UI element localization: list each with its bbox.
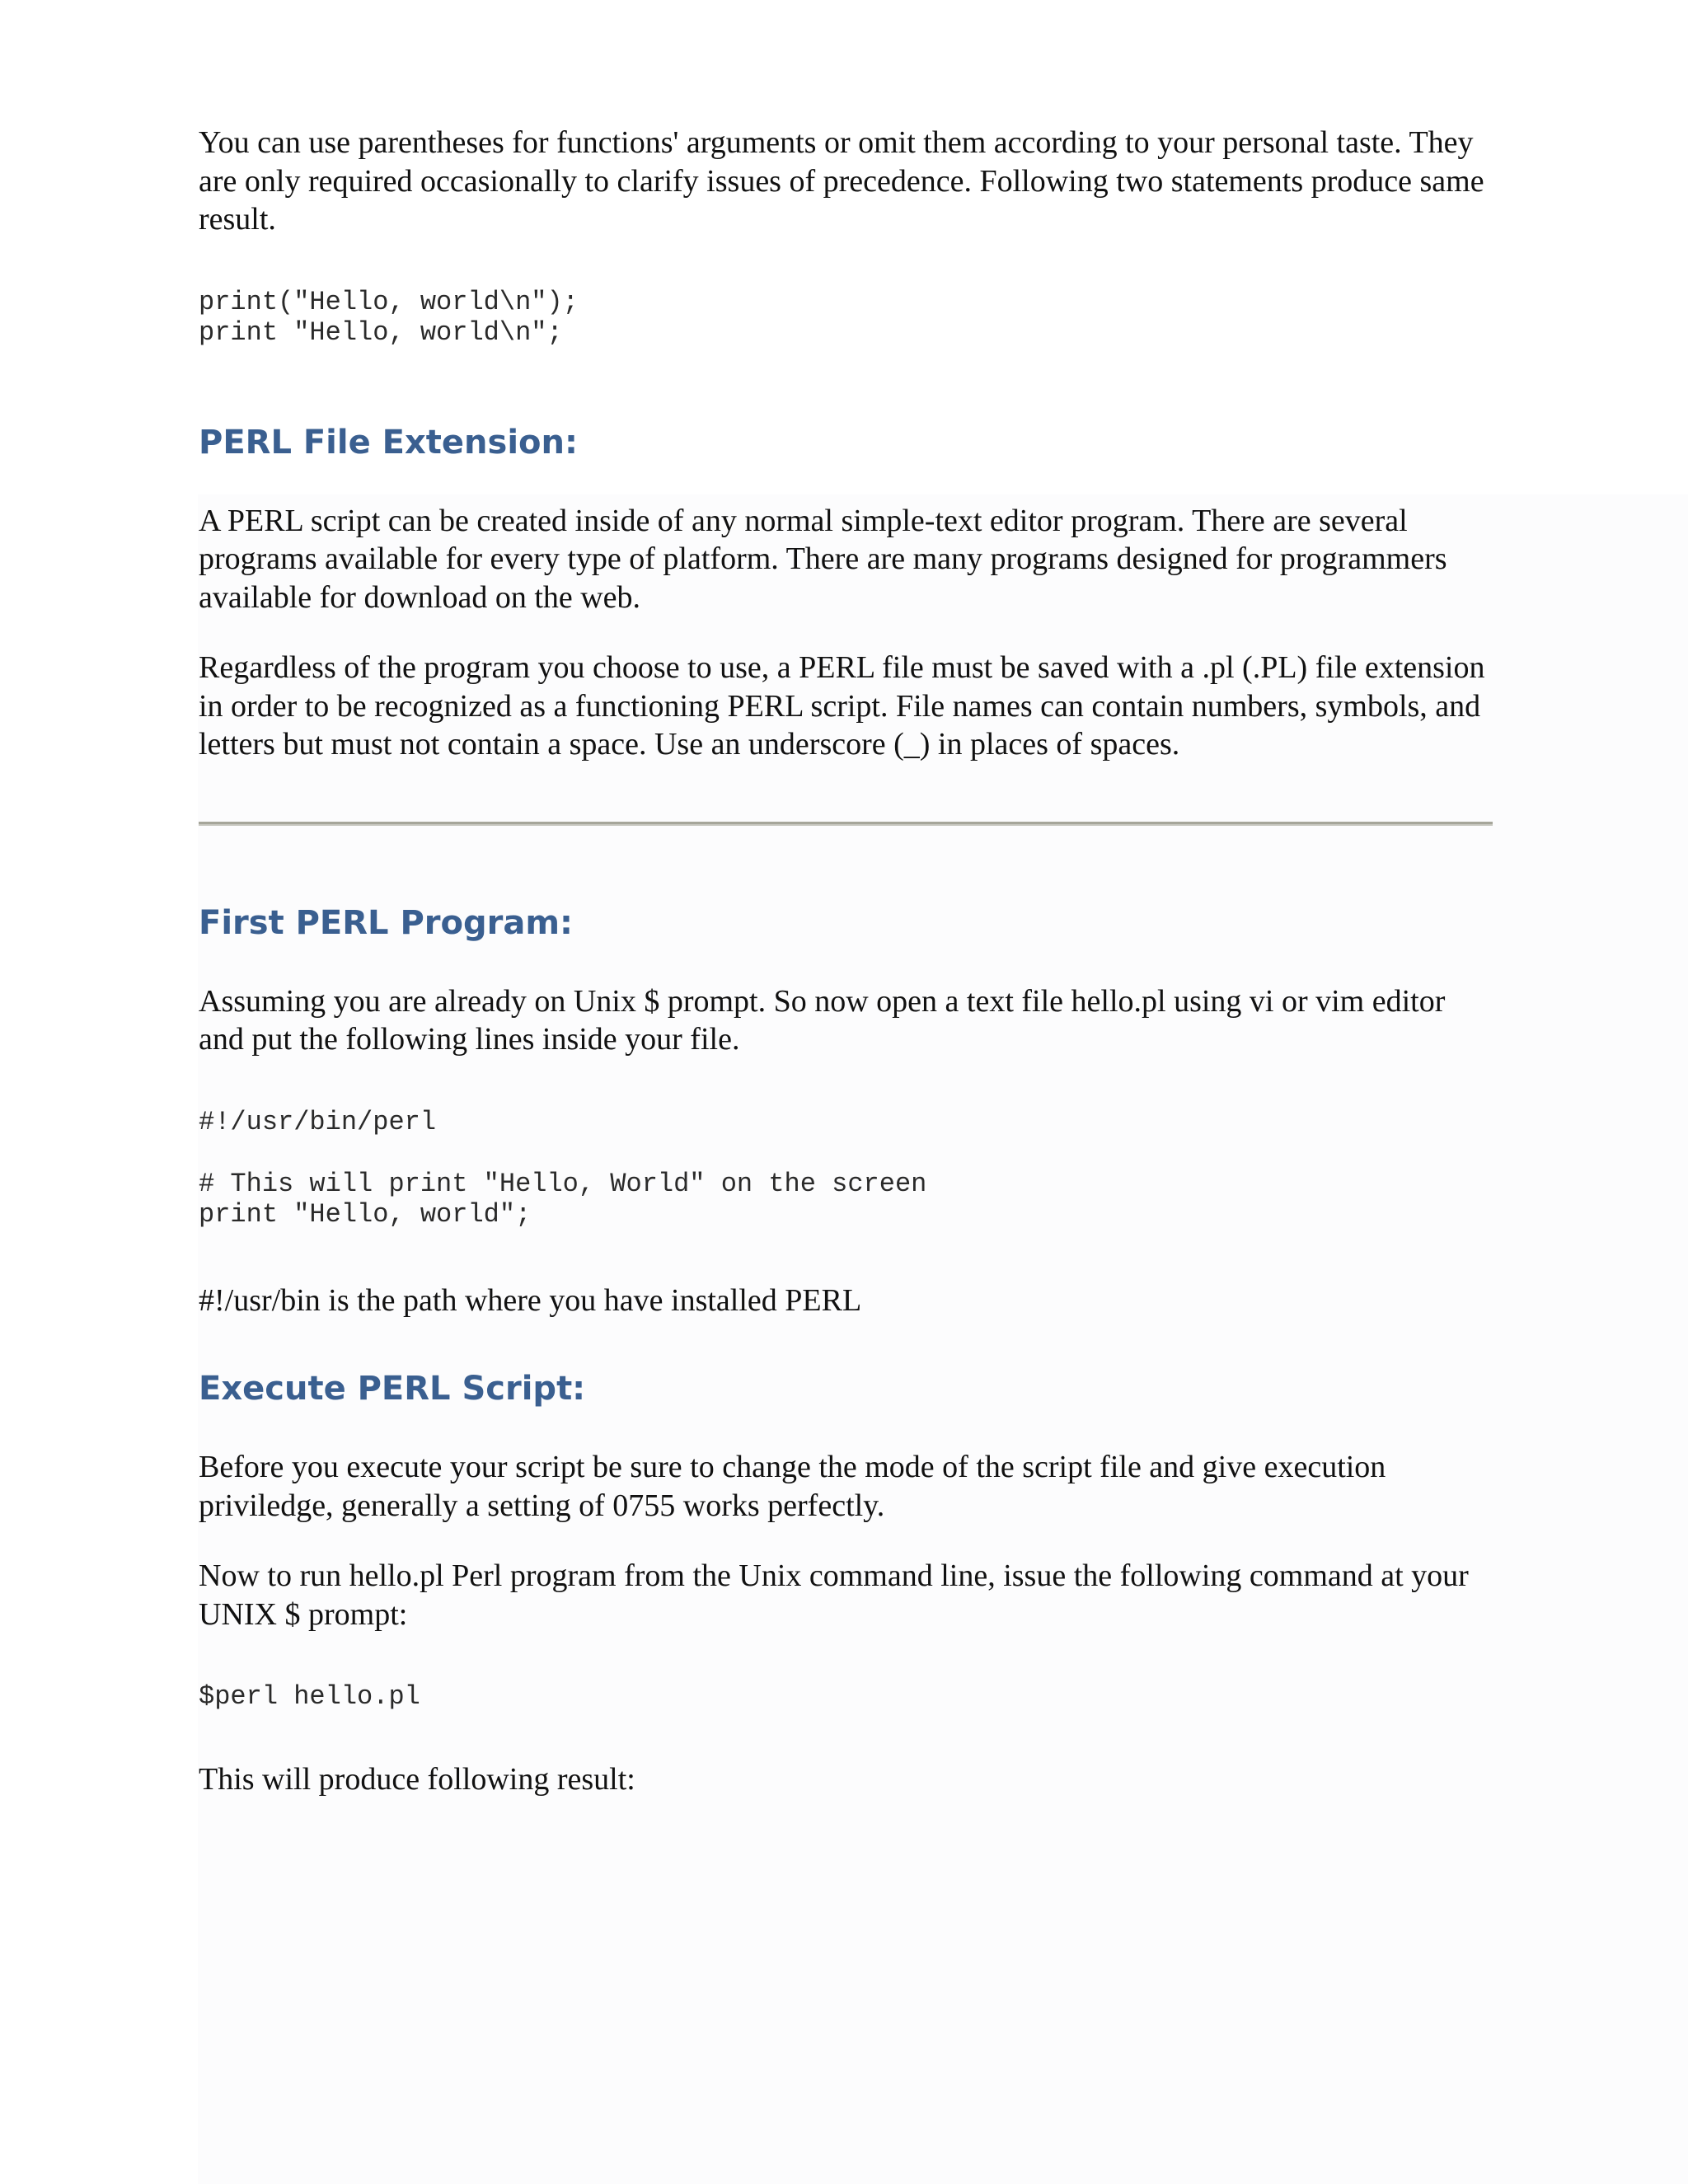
result-text: This will produce following result: (199, 1761, 635, 1797)
execute-paragraph-2: Now to run hello.pl Perl program from the Unix command line, issue the following command at your UNIX $ prompt: (199, 1558, 1469, 1632)
intro-code-block: print("Hello, world\n"); print "Hello, world\n"; (199, 286, 579, 348)
horizontal-rule (199, 822, 1493, 826)
execute-paragraph-1: Before you execute your script be sure to change the mode of the script file and give execution priviledge, generally a setting of 0755 works perfectly. (199, 1450, 1386, 1523)
file-extension-heading: PERL File Extension: (199, 423, 578, 462)
document-content (199, 124, 1493, 1798)
file-extension-paragraph-1: A PERL script can be created inside of any normal simple-text editor program. There are several programs available for every type of platform. There are many programs designed for programmers available for download on the web. (199, 503, 1447, 615)
first-program-paragraph: Assuming you are already on Unix $ prompt. So now open a text file hello.pl using vi or vim editor and put the following lines inside your file. (199, 983, 1446, 1057)
execute-code-block: $perl hello.pl (199, 1681, 420, 1712)
file-extension-paragraph-2: Regardless of the program you choose to use, a PERL file must be saved with a .pl (.PL) file extension in order to be recognized as a functioning PERL script. File names can contain numbers, symbols, and letters but must not contain a space. Use an underscore (_) in places of spaces. (199, 650, 1485, 762)
execute-heading: Execute PERL Script: (199, 1370, 586, 1408)
perl-path-note: #!/usr/bin is the path where you have installed PERL (199, 1282, 862, 1318)
first-program-heading: First PERL Program: (199, 903, 574, 942)
first-program-code-block: #!/usr/bin/perl # This will print "Hello, World" on the screen print "Hello, world"; (199, 1106, 927, 1230)
intro-paragraph: You can use parentheses for functions' arguments or omit them according to your personal taste. They are only required occasionally to clarify issues of precedence. Following two statements produce same result. (199, 125, 1484, 237)
